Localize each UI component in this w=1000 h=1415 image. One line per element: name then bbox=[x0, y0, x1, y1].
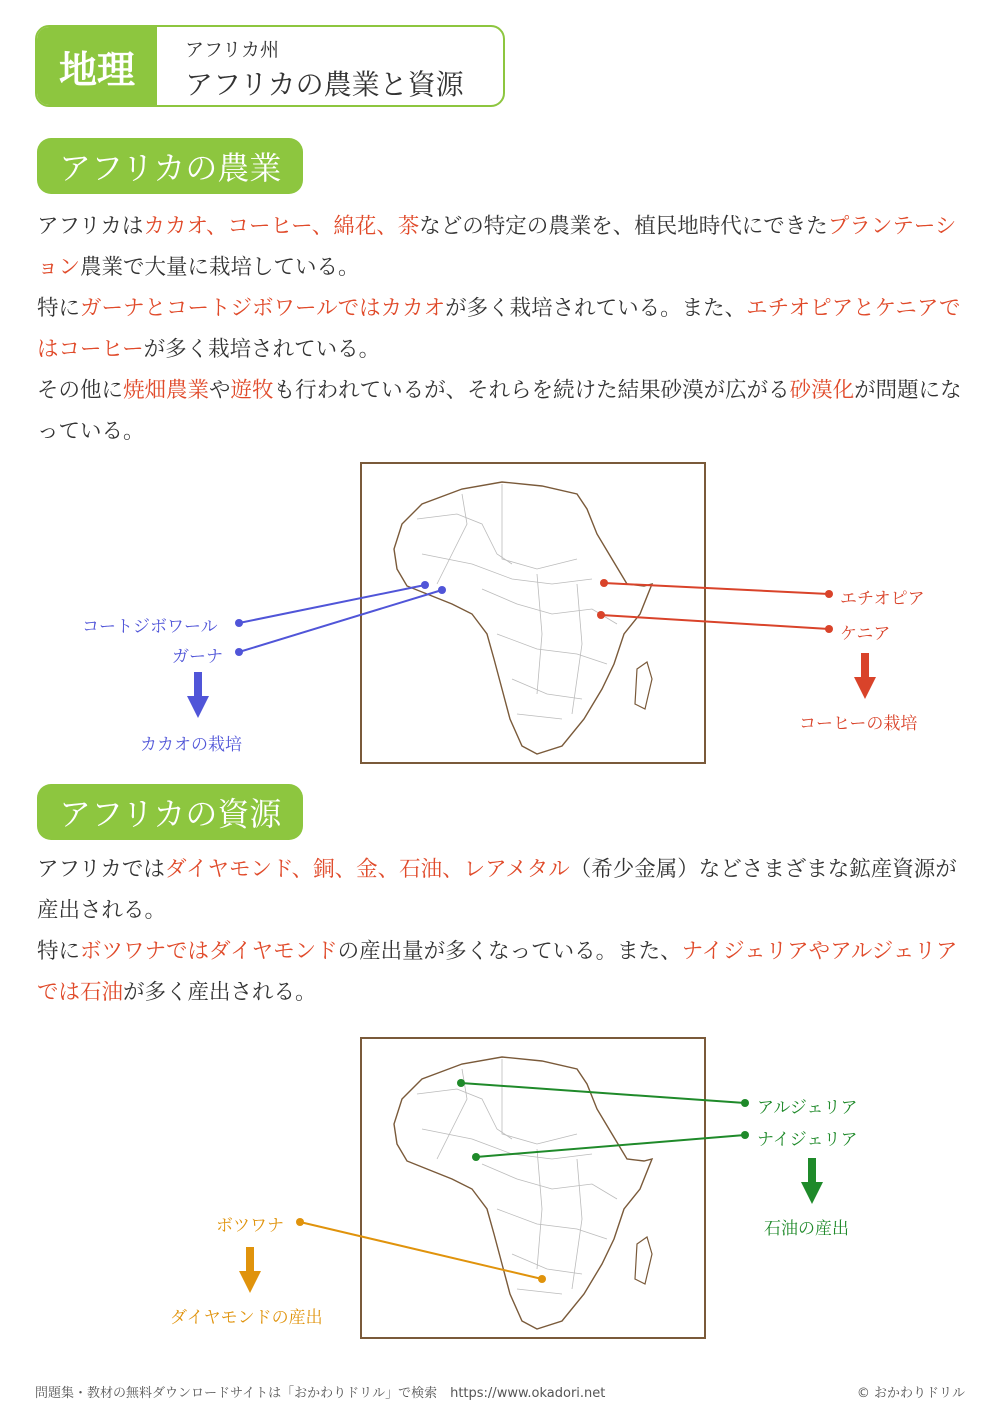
label-coffee: コーヒーの栽培 bbox=[799, 714, 918, 734]
label-ethiopia: エチオピア bbox=[840, 589, 925, 609]
page-title: アフリカの農業と資源 bbox=[185, 68, 464, 101]
paragraph: その他に焼畑農業や遊牧も行われているが、それらを続けた結果砂漠が広がる砂漠化が問題になっている。 bbox=[37, 378, 962, 444]
label-cote-divoire: コートジボワール bbox=[82, 617, 218, 637]
algeria-pointer bbox=[457, 1079, 749, 1107]
nigeria-pointer bbox=[472, 1131, 749, 1161]
section-heading-resources: アフリカの資源 bbox=[37, 784, 303, 840]
label-oil: 石油の産出 bbox=[764, 1219, 849, 1239]
paragraph: 特にガーナとコートジボワールではカカオが多く栽培されている。また、エチオピアとケニアではコーヒーが多く栽培されている。 bbox=[37, 296, 961, 362]
footer-text: 問題集・教材の無料ダウンロードサイトは「おかわりドリル」で検索 https://www.okadori.net bbox=[35, 1386, 606, 1401]
label-nigeria: ナイジェリア bbox=[757, 1130, 858, 1150]
copyright: © おかわりドリル bbox=[856, 1386, 965, 1401]
label-kenya: ケニア bbox=[840, 624, 891, 644]
unit-subtitle: アフリカ州 bbox=[185, 39, 280, 61]
label-botswana: ボツワナ bbox=[216, 1216, 284, 1236]
label-cacao: カカオの栽培 bbox=[140, 735, 242, 755]
label-diamond: ダイヤモンドの産出 bbox=[170, 1308, 323, 1328]
label-ghana: ガーナ bbox=[172, 647, 223, 667]
paragraph: アフリカではダイヤモンド、銅、金、石油、レアメタル（希少金属）などさまざまな鉱産資源が産出される。 bbox=[37, 857, 957, 923]
subject-label: 地理 bbox=[37, 27, 157, 105]
diamond-arrow bbox=[239, 1247, 261, 1293]
oil-arrow bbox=[801, 1158, 823, 1204]
label-algeria: アルジェリア bbox=[757, 1098, 858, 1118]
paragraph: 特にボツワナではダイヤモンドの産出量が多くなっている。また、ナイジェリアやアルジェリアでは石油が多く産出される。 bbox=[37, 939, 958, 1005]
paragraph: アフリカはカカオ、コーヒー、綿花、茶などの特定の農業を、植民地時代にできたプランテーション農業で大量に栽培している。 bbox=[37, 214, 957, 280]
botswana-pointer bbox=[296, 1218, 546, 1283]
section-heading-agriculture: アフリカの農業 bbox=[37, 138, 303, 194]
